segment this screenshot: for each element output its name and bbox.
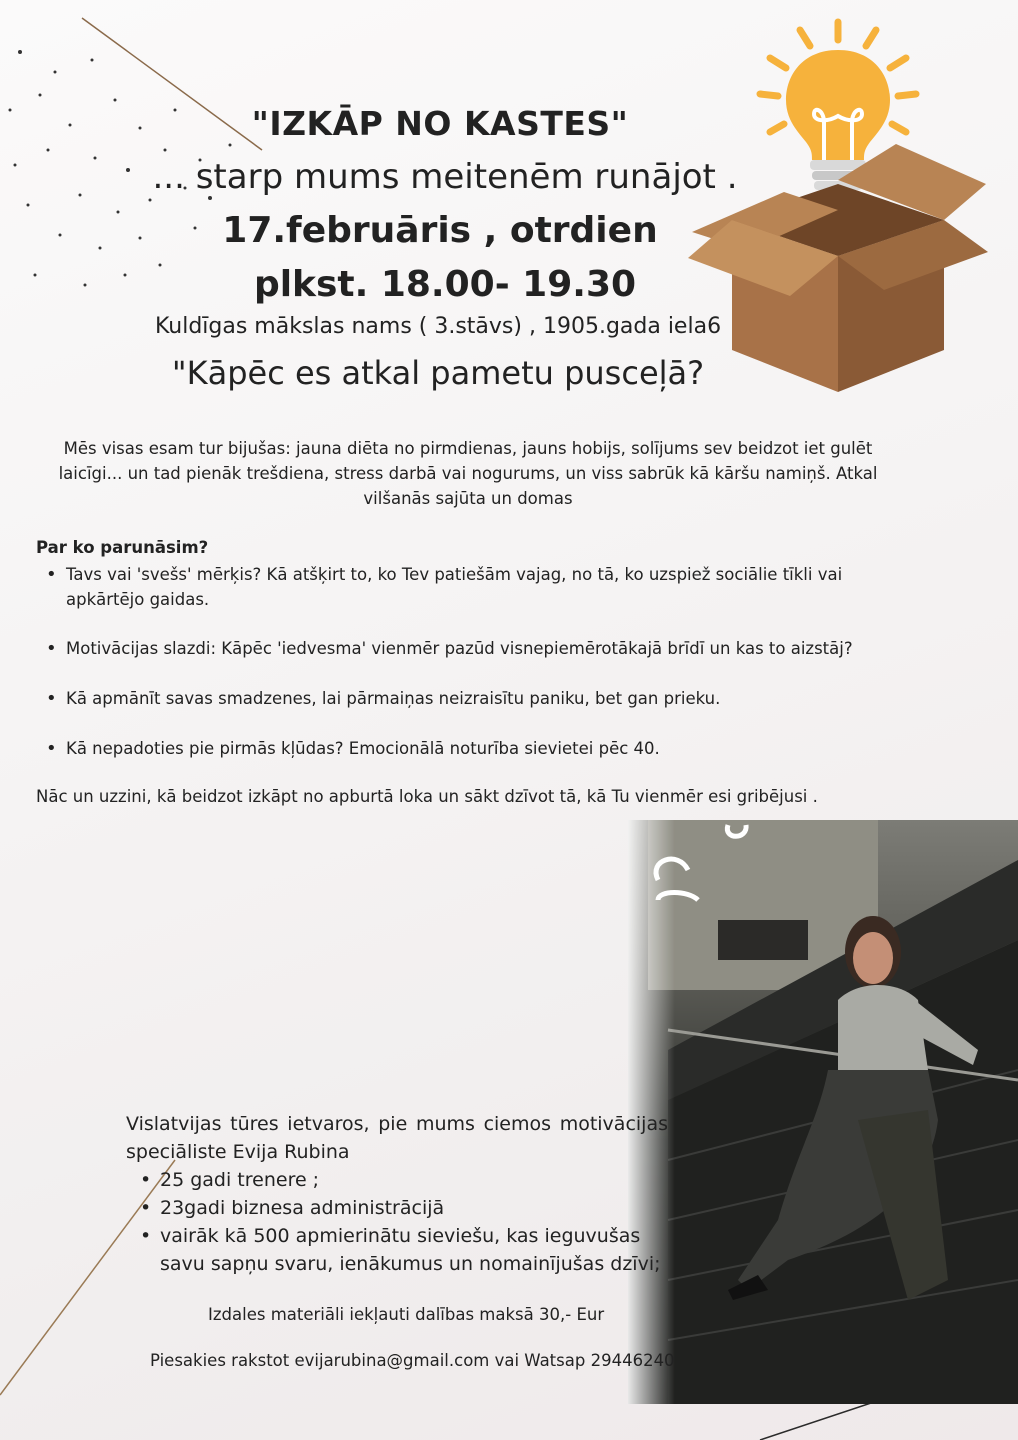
speaker-credential: • vairāk kā 500 apmierinātu sieviešu, kas ieguvušas savu sapņu svaru, ienākumus un nomainījušas dzīvi; <box>140 1222 668 1278</box>
event-subtitle: ... starp mums meitenēm runājot . <box>152 157 738 197</box>
event-time: plkst. 18.00- 19.30 <box>253 264 637 305</box>
event-location: Kuldīgas mākslas nams ( 3.stāvs) , 1905.gada iela6 <box>154 314 722 339</box>
signup-info: Piesakies rakstot evijarubina@gmail.com vai Watsap 29446240 <box>150 1351 675 1370</box>
event-question: "Kāpēc es atkal pametu pusceļā? <box>171 354 705 392</box>
event-date: 17.februāris , otrdien <box>222 210 658 251</box>
speaker-photo <box>628 820 1018 1404</box>
speaker-credential: • 25 gadi trenere ; <box>140 1166 680 1194</box>
speaker-intro: Vislatvijas tūres ietvaros, pie mums ciemos motivācijas speciāliste Evija Rubina <box>126 1113 668 1163</box>
topic-item: • Motivācijas slazdi: Kāpēc 'iedvesma' vienmēr pazūd visnepiemērotākajā brīdī un kas to aizstāj? <box>46 636 866 661</box>
topics-heading: Par ko parunāsim? <box>36 538 209 557</box>
fee-info: Izdales materiāli iekļauti dalības maksā 30,- Eur <box>208 1305 605 1324</box>
topic-item: • Tavs vai 'svešs' mērķis? Kā atšķirt to, ko Tev patiešām vajag, no tā, ko uzspiež sociālie tīkli vai apkārtējo gaidas. <box>46 562 866 612</box>
topic-item: • Kā nepadoties pie pirmās kļūdas? Emocionālā noturība sievietei pēc 40. <box>46 736 866 761</box>
outro-paragraph: Nāc un uzzini, kā beidzot izkāpt no apburtā loka un sākt dzīvot tā, kā Tu vienmēr esi gribējusi . <box>36 787 818 806</box>
topic-item: • Kā apmānīt savas smadzenes, lai pārmaiņas neizraisītu paniku, bet gan prieku. <box>46 686 866 711</box>
intro-paragraph: Mēs visas esam tur bijušas: jauna diēta no pirmdienas, jauns hobijs, solījums sev beidzot iet gulēt laicīgi... un tad pienāk trešdiena, stress darbā vai nogurums, un viss sabrūk kā kāršu namiņš. Atkal vilšanās sajūta un domas <box>58 439 878 508</box>
event-title: "IZKĀP NO KASTES" <box>251 104 629 143</box>
speaker-credential: • 23gadi biznesa administrācijā <box>140 1194 680 1222</box>
